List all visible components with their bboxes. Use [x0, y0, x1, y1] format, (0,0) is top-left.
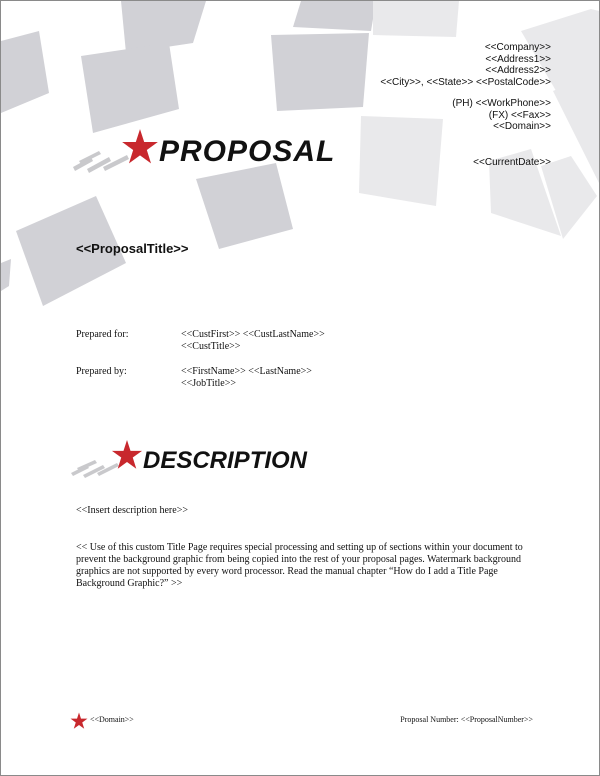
contact-block [452, 98, 551, 133]
fax-line: (FX) <<Fax>> [488, 109, 551, 121]
company-line: <<Company>> [484, 42, 551, 53]
footer-proposal-number: Proposal Number: <<ProposalNumber>> [400, 715, 533, 724]
address1-line: <<Address1>> [485, 53, 551, 65]
footer-domain: <<Domain>> [90, 715, 134, 724]
background-graphic-note: << Use of this custom Title Page requires special processing and setting up of sections within your document to prevent the background graphic from being copied into the rest of your proposal pages. Watermark background graphics are not supported by every word processor. Read the manual chapter “How do I add a Title Page Background Graphic?” >> [76, 542, 523, 589]
description-placeholder: <<Insert description here>> [76, 505, 188, 516]
city-state-postal-line: <<City>>, <<State>> <<PostalCode>> [380, 76, 551, 88]
prepared-by-value [181, 366, 312, 390]
star-icon [111, 439, 143, 471]
address2-line: <<Address2>> [485, 65, 551, 76]
star-icon [121, 128, 159, 166]
proposal-title: <<ProposalTitle>> [76, 241, 189, 256]
description-heading: DESCRIPTION [143, 447, 308, 474]
author-job-title: <<JobTitle>> [181, 378, 236, 389]
prepared-for-label: Prepared for: [76, 329, 129, 340]
current-date: <<CurrentDate>> [473, 157, 551, 168]
customer-name: <<CustFirst>> <<CustLastName>> [181, 329, 325, 340]
company-address-block [380, 42, 551, 88]
work-phone-line: (PH) <<WorkPhone>> [452, 98, 551, 109]
star-icon [70, 712, 88, 730]
prepared-for-value [181, 329, 325, 353]
author-name: <<FirstName>> <<LastName>> [181, 366, 312, 377]
customer-title: <<CustTitle>> [181, 341, 241, 352]
prepared-by-label: Prepared by: [76, 366, 127, 377]
proposal-heading: PROPOSAL [159, 135, 336, 168]
domain-line: <<Domain>> [493, 121, 551, 132]
